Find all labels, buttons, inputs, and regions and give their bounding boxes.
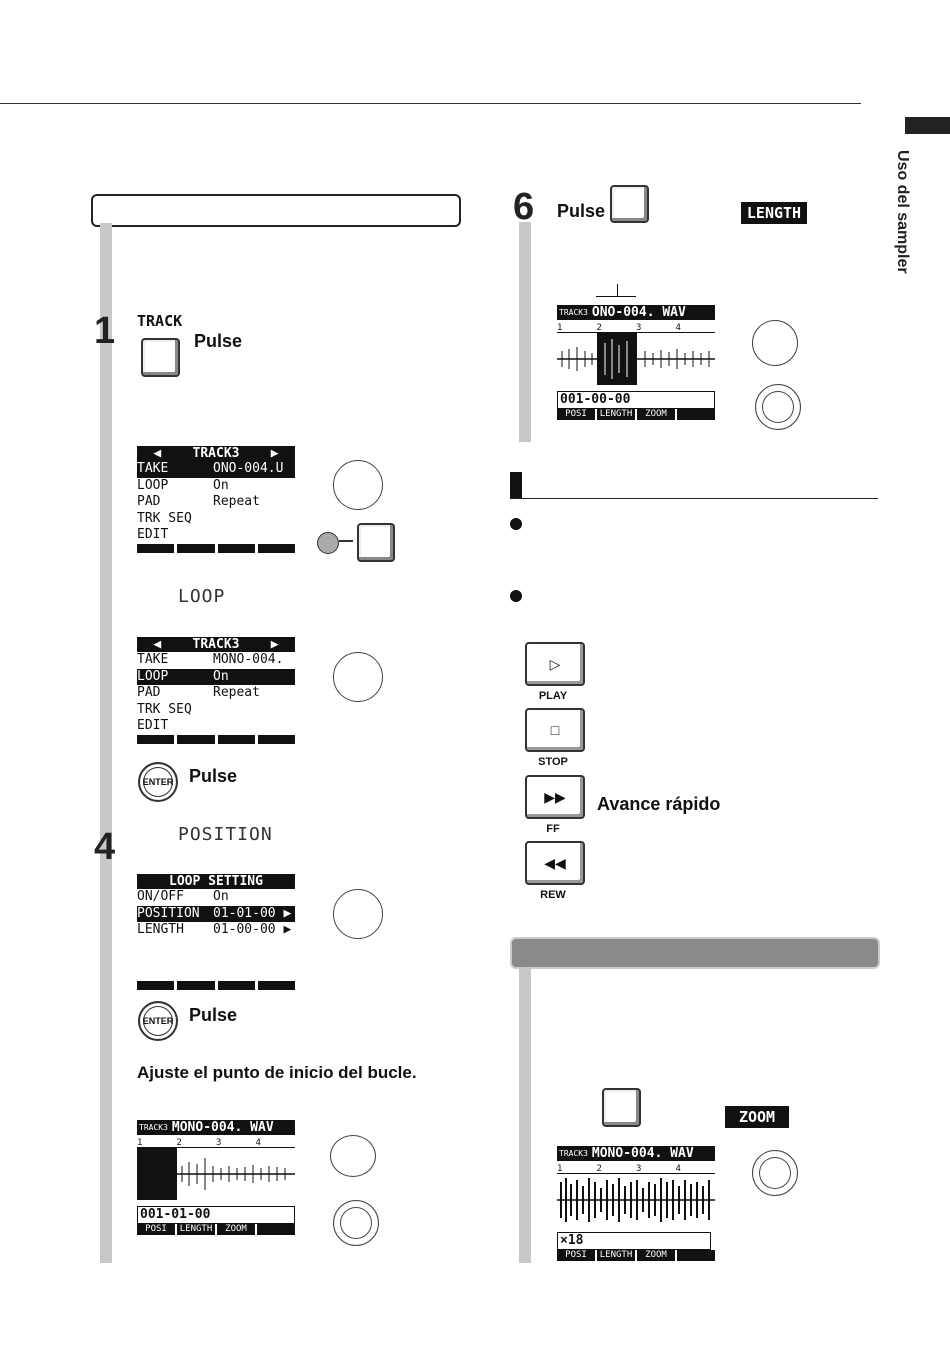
procedure-title-box bbox=[91, 194, 461, 227]
track-badge: TRACK3 bbox=[557, 1146, 590, 1161]
bullet-icon bbox=[510, 518, 522, 530]
section-tab-marker bbox=[905, 117, 950, 134]
lcd-counter: 001-00-00 bbox=[557, 391, 715, 409]
callout-bracket bbox=[596, 296, 636, 297]
lcd-title: ◀ TRACK3 ▶ bbox=[137, 637, 295, 652]
lcd-filename: MONO-004. WAV bbox=[590, 1146, 715, 1161]
stop-button[interactable]: □ bbox=[525, 708, 585, 752]
lcd-waveform-zoom-screen: TRACK3 MONO-004. WAV 1 2 3 4 ×18 POSI LENGTH ZOOM bbox=[557, 1146, 715, 1264]
lcd-title: LOOP SETTING bbox=[137, 874, 295, 889]
lcd-filename: MONO-004. WAV bbox=[170, 1120, 295, 1135]
lcd-counter: 001-01-00 bbox=[137, 1206, 295, 1224]
waveform-graphic bbox=[557, 333, 715, 385]
callout-line bbox=[617, 284, 618, 296]
step-number: 1 bbox=[94, 310, 116, 352]
cursor-dial-icon[interactable] bbox=[330, 1135, 376, 1177]
enter-key-icon[interactable]: ENTER bbox=[138, 1001, 178, 1041]
lcd-waveform-length-screen: TRACK3 ONO-004. WAV 1 2 3 4 001-00-00 POSI LENGTH ZOOM bbox=[557, 305, 715, 423]
lcd-row: TRK SEQ bbox=[137, 701, 192, 717]
lcd-row: EDIT bbox=[137, 527, 169, 542]
length-badge: LENGTH bbox=[741, 202, 807, 224]
value-dial-icon[interactable] bbox=[755, 384, 801, 430]
lcd-zoom-value: ×18 bbox=[557, 1232, 711, 1250]
lcd-function-keys bbox=[137, 981, 295, 990]
cursor-dial-icon[interactable] bbox=[333, 652, 383, 702]
cursor-dial-icon[interactable] bbox=[333, 460, 383, 510]
lcd-tab-bar: POSI LENGTH ZOOM bbox=[137, 1224, 295, 1235]
left-step-bar bbox=[100, 223, 112, 1263]
ff-label: FF bbox=[546, 823, 560, 835]
pulse-label: Pulse bbox=[189, 1005, 238, 1025]
zoom-badge: ZOOM bbox=[725, 1106, 789, 1128]
lcd-row: PAD Repeat bbox=[137, 494, 260, 509]
lcd-function-keys bbox=[137, 544, 295, 553]
waveform-graphic bbox=[137, 1148, 295, 1200]
key-combo-dash bbox=[339, 540, 353, 542]
lcd-row: TAKE ONO-004.U bbox=[137, 461, 295, 478]
step-action-label: Pulse bbox=[194, 331, 243, 351]
cursor-dial-icon[interactable] bbox=[333, 889, 383, 939]
value-dial-icon[interactable] bbox=[333, 1200, 379, 1246]
subsection-step-bar bbox=[519, 967, 531, 1263]
right-step-bar bbox=[519, 222, 531, 442]
lcd-waveform-screen: TRACK3 MONO-004. WAV 1 2 3 4 001-01-00 POSI LENGTH ZOOM bbox=[137, 1120, 295, 1240]
bullet-icon bbox=[510, 590, 522, 602]
cursor-dial-icon[interactable] bbox=[752, 320, 798, 366]
step-number: 4 bbox=[94, 826, 116, 868]
value-dial-icon[interactable] bbox=[752, 1150, 798, 1196]
lcd-tab-bar: POSI LENGTH ZOOM bbox=[557, 409, 715, 420]
instruction-text: Ajuste el punto de inicio del bucle. bbox=[137, 1063, 417, 1082]
section-title: Uso del sampler bbox=[894, 150, 911, 274]
rew-button[interactable]: ◀◀ bbox=[525, 841, 585, 885]
step-number: 6 bbox=[513, 186, 535, 228]
loop-display-text: LOOP bbox=[178, 586, 226, 607]
lcd-row: TRK SEQ bbox=[137, 510, 192, 526]
lcd-row: LOOP On bbox=[137, 669, 295, 686]
lcd-row: LOOP On bbox=[137, 477, 229, 493]
lcd-title: ◀ TRACK3 ▶ bbox=[137, 446, 295, 461]
track-key-button[interactable] bbox=[141, 338, 180, 377]
play-label: PLAY bbox=[538, 690, 568, 702]
lcd-loop-setting-screen bbox=[137, 874, 295, 992]
ff-description: Avance rápido bbox=[597, 794, 721, 814]
function-key-button[interactable] bbox=[602, 1088, 641, 1127]
subsection-title-bar bbox=[510, 937, 880, 969]
lcd-row: EDIT bbox=[137, 718, 169, 733]
lcd-row: TAKE MONO-004. bbox=[137, 652, 284, 667]
pulse-label: Pulse bbox=[557, 201, 606, 221]
lcd-row: POSITION 01-01-00 ▶ bbox=[137, 906, 295, 923]
track-key-label: TRACK bbox=[137, 312, 183, 330]
header-rule bbox=[0, 103, 861, 104]
lcd-row: PAD Repeat bbox=[137, 685, 260, 700]
function-key-button[interactable] bbox=[610, 185, 649, 223]
section-rule bbox=[510, 498, 878, 499]
lcd-function-keys bbox=[137, 735, 295, 744]
ff-button[interactable]: ▶▶ bbox=[525, 775, 585, 819]
track-badge: TRACK3 bbox=[137, 1120, 170, 1135]
pulse-label: Pulse bbox=[189, 766, 238, 786]
position-display-text: POSITION bbox=[178, 824, 273, 845]
rew-label: REW bbox=[540, 889, 566, 901]
stop-label: STOP bbox=[538, 756, 568, 768]
lcd-tab-bar: POSI LENGTH ZOOM bbox=[557, 1250, 715, 1261]
section-marker bbox=[510, 472, 522, 498]
combo-key-button[interactable] bbox=[357, 523, 395, 562]
shift-key-icon[interactable] bbox=[317, 532, 339, 554]
lcd-row: LENGTH 01-00-00 ▶ bbox=[137, 922, 292, 937]
lcd-track-screen-loop bbox=[137, 637, 295, 755]
track-badge: TRACK3 bbox=[557, 305, 590, 320]
enter-key-icon[interactable]: ENTER bbox=[138, 762, 178, 802]
play-button[interactable]: ▷ bbox=[525, 642, 585, 686]
lcd-filename: ONO-004. WAV bbox=[590, 305, 715, 320]
lcd-track-screen bbox=[137, 446, 295, 564]
lcd-row: ON/OFF On bbox=[137, 889, 229, 904]
waveform-graphic bbox=[557, 1174, 715, 1226]
